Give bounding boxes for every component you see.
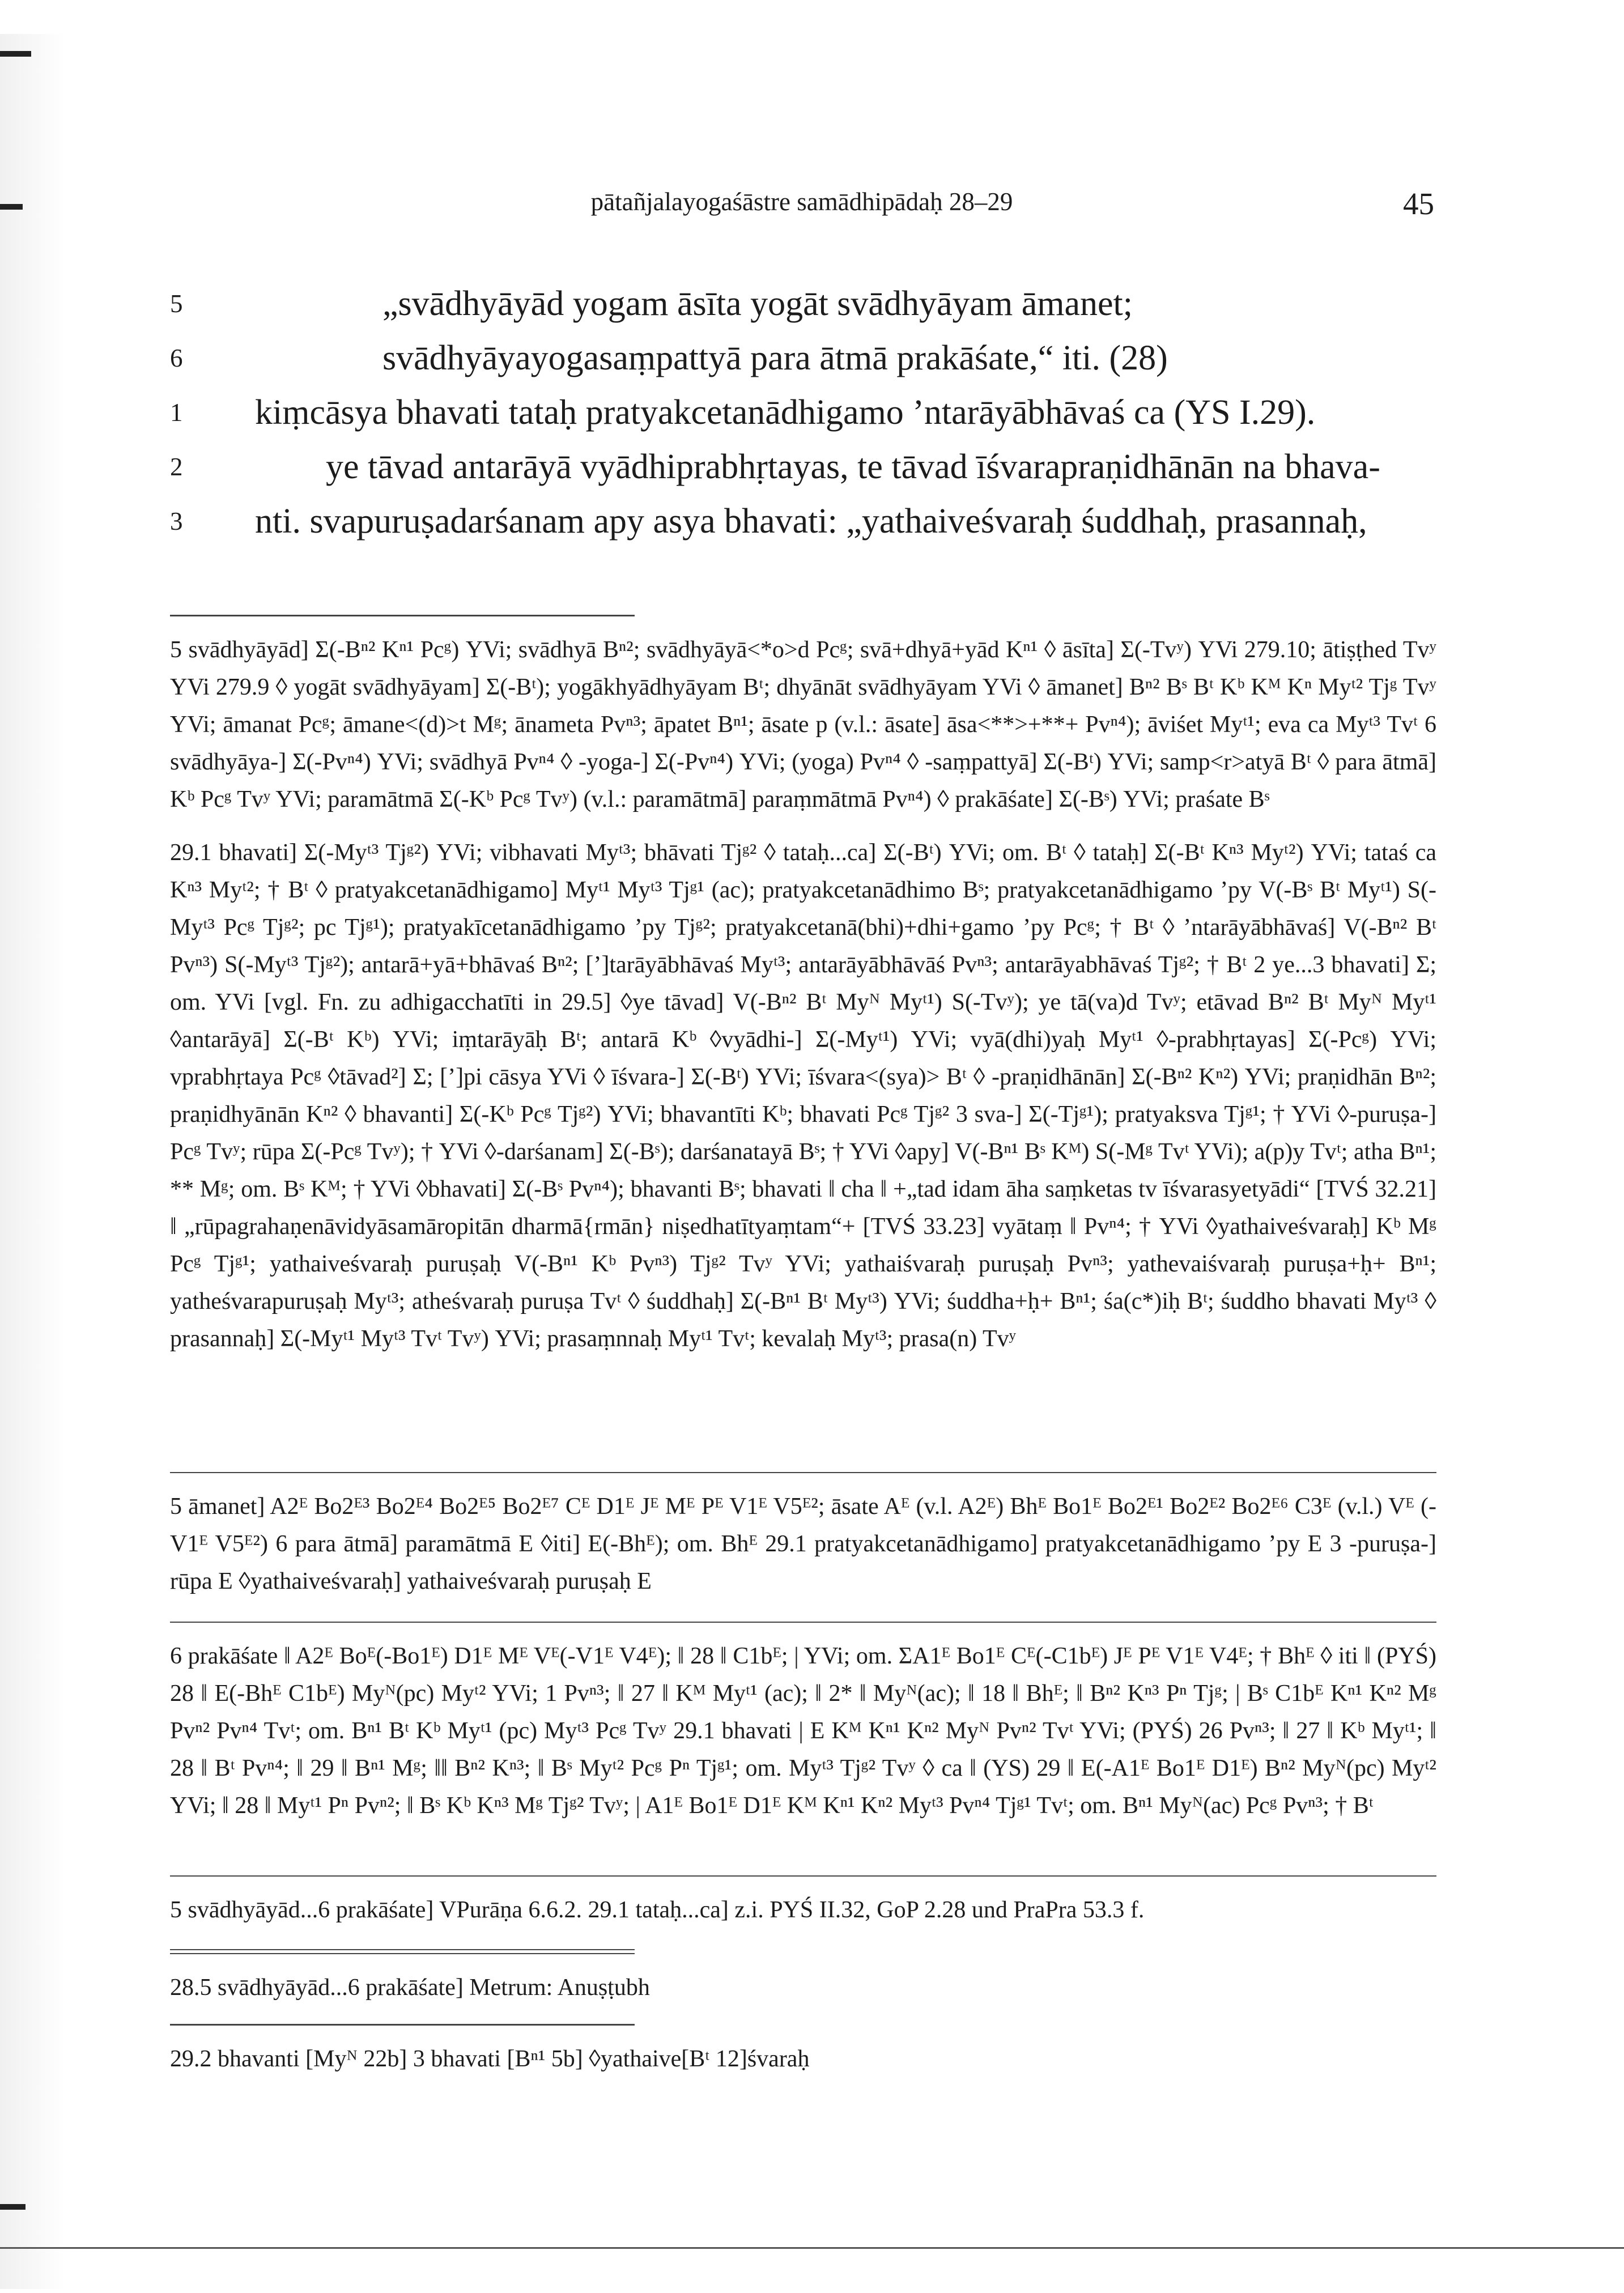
line-number: 3 xyxy=(170,507,183,535)
variant-notes-28: 5 svādhyāyād] Σ(-Bⁿ² Kⁿ¹ Pcᵍ) YVi; svādhyā Bⁿ²; svādhyāyā<*o>d Pcᵍ; svā+dhyā+yād Kⁿ¹ ◊ āsīta] Σ(-Tvʸ) YVi 279.10; ātiṣṭhed Tvʸ YVi 279.9 ◊ yogāt svādhyāyam] Σ(-Bᵗ); yogākhyādhyāyam Bᵗ; dhyānāt svādhyāyam YVi ◊ āmanet] Bⁿ² Bˢ Bᵗ Kᵇ Kᴹ Kⁿ Myᵗ² Tjᵍ Tvʸ YVi; āmanat Pcᵍ; āmane<(d)>t Mᵍ; ānameta Pvⁿ³; āpatet Bⁿ¹; āsate p (v.l.: āsate] āsa<**>+**+ Pvⁿ⁴); āviśet Myᵗ¹; eva ca Myᵗ³ Tvᵗ 6 svādhyāya-] Σ(-Pvⁿ⁴) YVi; svādhyā Pvⁿ⁴ ◊ -yoga-] Σ(-Pvⁿ⁴) YVi; (yoga) Pvⁿ⁴ ◊ -saṃpattyā] Σ(-Bᵗ) YVi; samp<r>atyā Bᵗ ◊ para ātmā] Kᵇ Pcᵍ Tvʸ YVi; paramātmā Σ(-Kᵇ Pcᵍ Tvʸ) (v.l.: paramātmā] paraṃmātmā Pvⁿ⁴) ◊ prakāśate] Σ(-Bˢ) YVi; praśate Bˢ xyxy=(170,637,1436,812)
prose-text: ye tāvad antarāyā vyādhiprabhṛtayas, te tāvad īśvarapraṇidhānān na bhava- xyxy=(326,448,1380,486)
folio-notes: 29.2 bhavanti [Myᴺ 22b] 3 bhavati [Bⁿ¹ 5b] ◊yathaive[Bᵗ 12]śvaraḥ xyxy=(170,2046,810,2072)
apparatus-rule xyxy=(170,1875,1436,1877)
line-number: 2 xyxy=(170,453,183,481)
verse-line xyxy=(170,276,1436,331)
prose-line xyxy=(170,385,1436,440)
verse-text: „svādhyāyād yogam āsīta yogāt svādhyāyam āmanet; xyxy=(382,284,1133,323)
apparatus-folios xyxy=(170,2024,1436,2078)
prose-text: nti. svapuruṣadarśanam apy asya bhavati: „yathaiveśvaraḥ śuddhaḥ, prasannaḥ, xyxy=(255,502,1367,541)
running-title: pātañjalayogaśāstre samādhipādaḥ 28–29 xyxy=(590,188,1013,216)
apparatus-double-rule xyxy=(170,1949,635,1954)
line-number: 6 xyxy=(170,344,183,372)
prose-line xyxy=(170,440,1436,494)
prose-line xyxy=(170,494,1436,548)
main-text xyxy=(170,276,1436,548)
edition-variants: 5 āmanet] A2ᴱ Bo2ᴱ³ Bo2ᴱ⁴ Bo2ᴱ⁵ Bo2ᴱ⁷ Cᴱ D1ᴱ Jᴱ Mᴱ Pᴱ V1ᴱ V5ᴱ²; āsate Aᴱ (v.l. A2ᴱ) Bhᴱ Bo1ᴱ Bo2ᴱ¹ Bo2ᴱ² Bo2ᴱ⁶ C3ᴱ (v.l.) Vᴱ (-V1ᴱ V5ᴱ²) 6 para ātmā] paramātmā E ◊iti] E(-Bhᴱ); om. Bhᴱ 29.1 pratyakcetanādhigamo] pratyakcetanādhigamo ’py E 3 -puruṣa-] rūpa E ◊yathaiveśvaraḥ] yathaiveśvaraḥ puruṣaḥ E xyxy=(170,1494,1436,1594)
scan-edge-line xyxy=(0,2247,1624,2249)
apparatus-variants xyxy=(170,615,1436,1358)
line-number: 1 xyxy=(170,398,183,427)
apparatus-editions xyxy=(170,1472,1436,1600)
parallel-passages: 5 svādhyāyād...6 prakāśate] VPurāṇa 6.6.2. 29.1 tataḥ...ca] z.i. PYŚ II.32, GoP 2.28 und PraPra 53.3 f. xyxy=(170,1897,1145,1923)
punctuation-notes: 6 prakāśate ‖ A2ᴱ Boᴱ(-Bo1ᴱ) D1ᴱ Mᴱ Vᴱ(-V1ᴱ V4ᴱ); ‖ 28 ‖ C1bᴱ; | YVi; om. ΣA1ᴱ Bo1ᴱ Cᴱ(-C1bᴱ) Jᴱ Pᴱ V1ᴱ V4ᴱ; † Bhᴱ ◊ iti ‖ (PYŚ) 28 ‖ E(-Bhᴱ C1bᴱ) Myᴺ(pc) Myᵗ² YVi; 1 Pvⁿ³; ‖ 27 ‖ Kᴹ Myᵗ¹ (ac); ‖ 2* ‖ Myᴺ(ac); ‖ 18 ‖ Bhᴱ; ‖ Bⁿ² Kⁿ³ Pⁿ Tjᵍ; | Bˢ C1bᴱ Kⁿ¹ Kⁿ² Mᵍ Pvⁿ² Pvⁿ⁴ Tvᵗ; om. Bⁿ¹ Bᵗ Kᵇ Myᵗ¹ (pc) Myᵗ³ Pcᵍ Tvʸ 29.1 bhavati | E Kᴹ Kⁿ¹ Kⁿ² Myᴺ Pvⁿ² Tvᵗ YVi; (PYŚ) 26 Pvⁿ³; ‖ 27 ‖ Kᵇ Myᵗ¹; ‖ 28 ‖ Bᵗ Pvⁿ⁴; ‖ 29 ‖ Bⁿ¹ Mᵍ; ‖‖ Bⁿ² Kⁿ³; ‖ Bˢ Myᵗ² Pcᵍ Pⁿ Tjᵍ¹; om. Myᵗ³ Tjᵍ² Tvʸ ◊ ca ‖ (YS) 29 ‖ E(-A1ᴱ Bo1ᴱ D1ᴱ) Bⁿ² Myᴺ(pc) Myᵗ² YVi; ‖ 28 ‖ Myᵗ¹ Pⁿ Pvⁿ²; ‖ Bˢ Kᵇ Kⁿ³ Mᵍ Tjᵍ² Tvʸ; | A1ᴱ Bo1ᴱ D1ᴱ Kᴹ Kⁿ¹ Kⁿ² Myᵗ³ Pvⁿ⁴ Tjᵍ¹ Tvᵗ; om. Bⁿ¹ Myᴺ(ac) Pcᵍ Pvⁿ³; † Bᵗ xyxy=(170,1643,1436,1819)
apparatus-punctuation xyxy=(170,1622,1436,1824)
variant-notes-29: 29.1 bhavati] Σ(-Myᵗ³ Tjᵍ²) YVi; vibhavati Myᵗ³; bhāvati Tjᵍ² ◊ tataḥ...ca] Σ(-Bᵗ) YVi; om. Bᵗ ◊ tataḥ] Σ(-Bᵗ Kⁿ³ Myᵗ²) YVi; tataś ca Kⁿ³ Myᵗ²; † Bᵗ ◊ pratyakcetanādhigamo] Myᵗ¹ Myᵗ³ Tjᵍ¹ (ac); pratyakcetanādhimo Bˢ; pratyakcetanādhigamo ’py V(-Bˢ Bᵗ Myᵗ¹) S(-Myᵗ³ Pcᵍ Tjᵍ²; pc Tjᵍ¹); pratyakīcetanādhigamo ’py Tjᵍ²; pratyakcetanā(bhi)+dhi+gamo ’py Pcᵍ; † Bᵗ ◊ ’ntarāyābhāvaś] V(-Bⁿ² Bᵗ Pvⁿ³) S(-Myᵗ³ Tjᵍ²); antarā+yā+bhāvaś Bⁿ²; [’]tarāyābhāvaś Myᵗ³; antarāyābhāvāś Pvⁿ³; antarāyabhāvaś Tjᵍ²; † Bᵗ 2 ye...3 bhavati] Σ; om. YVi [vgl. Fn. zu adhigacchatīti in 29.5] ◊ye tāvad] V(-Bⁿ² Bᵗ Myᴺ Myᵗ¹) S(-Tvʸ); ye tā(va)d Tvʸ; etāvad Bⁿ² Bᵗ Myᴺ Myᵗ¹ ◊antarāyā] Σ(-Bᵗ Kᵇ) YVi; iṃtarāyāḥ Bᵗ; antarā Kᵇ ◊vyādhi-] Σ(-Myᵗ¹) YVi; vyā(dhi)yaḥ Myᵗ¹ ◊-prabhṛtayas] Σ(-Pcᵍ) YVi; vprabhṛtaya Pcᵍ ◊tāvad²] Σ; [’]pi cāsya YVi ◊ īśvara-] Σ(-Bᵗ) YVi; īśvara<(sya)> Bᵗ ◊ -praṇidhānān] Σ(-Bⁿ² Kⁿ²) YVi; praṇidhān Bⁿ²; praṇidhyānān Kⁿ² ◊ bhavanti] Σ(-Kᵇ Pcᵍ Tjᵍ²) YVi; bhavantīti Kᵇ; bhavati Pcᵍ Tjᵍ² 3 sva-] Σ(-Tjᵍ¹); pratyaksva Tjᵍ¹; † YVi ◊-puruṣa-] Pcᵍ Tvʸ; rūpa Σ(-Pcᵍ Tvʸ); † YVi ◊-darśanam] Σ(-Bˢ); darśanatayā Bˢ; † YVi ◊apy] V(-Bⁿ¹ Bˢ Kᴹ) S(-Mᵍ Tvᵗ YVi); a(p)y Tvᵗ; atha Bⁿ¹; ** Mᵍ; om. Bˢ Kᴹ; † YVi ◊bhavati] Σ(-Bˢ Pvⁿ⁴); bhavanti Bˢ; bhavati ‖ cha ‖ +„tad idam āha saṃketas tv īśvarasyetyādi“ [TVŚ 32.21] ‖ „rūpagrahaṇenāvidyāsamāropitān dharmā{rmān} niṣedhatītyaṃtam“+ [TVŚ 33.23] vyātaṃ ‖ Pvⁿ⁴; † YVi ◊yathaiveśvaraḥ] Kᵇ Mᵍ Pcᵍ Tjᵍ¹; yathaiveśvaraḥ puruṣaḥ V(-Bⁿ¹ Kᵇ Pvⁿ³) Tjᵍ² Tvʸ YVi; yathaiśvaraḥ puruṣaḥ Pvⁿ³; yathevaiśvaraḥ puruṣa+ḥ+ Bⁿ¹; yatheśvarapuruṣaḥ Myᵗ³; atheśvaraḥ puruṣa Tvᵗ ◊ śuddhaḥ] Σ(-Bⁿ¹ Bᵗ Myᵗ³) YVi; śuddha+ḥ+ Bⁿ¹; śa(c*)iḥ Bᵗ; śuddho bhavati Myᵗ³ ◊ prasannaḥ] Σ(-Myᵗ¹ Myᵗ³ Tvᵗ Tvʸ) YVi; prasaṃnnaḥ Myᵗ¹ Tvᵗ; kevalaḥ Myᵗ³; prasa(n) Tvʸ xyxy=(170,840,1436,1352)
verse-line xyxy=(170,331,1436,385)
meter-note: 28.5 svādhyāyād...6 prakāśate] Metrum: Anuṣṭubh xyxy=(170,1975,650,2001)
page-number: 45 xyxy=(1403,186,1434,221)
apparatus-meter xyxy=(170,1949,1436,2006)
apparatus-parallels xyxy=(170,1875,1436,1929)
apparatus-rule xyxy=(170,2024,635,2026)
prose-text: kiṃcāsya bhavati tataḥ pratyakcetanādhigamo ’ntarāyābhāvaś ca (YS I.29). xyxy=(255,393,1316,432)
apparatus-rule xyxy=(170,1472,1436,1473)
line-number: 5 xyxy=(170,290,183,318)
verse-text: svādhyāyayogasaṃpattyā para ātmā prakāśate,“ iti. (28) xyxy=(382,339,1168,377)
apparatus-rule xyxy=(170,1622,1436,1623)
apparatus-rule xyxy=(170,615,635,616)
